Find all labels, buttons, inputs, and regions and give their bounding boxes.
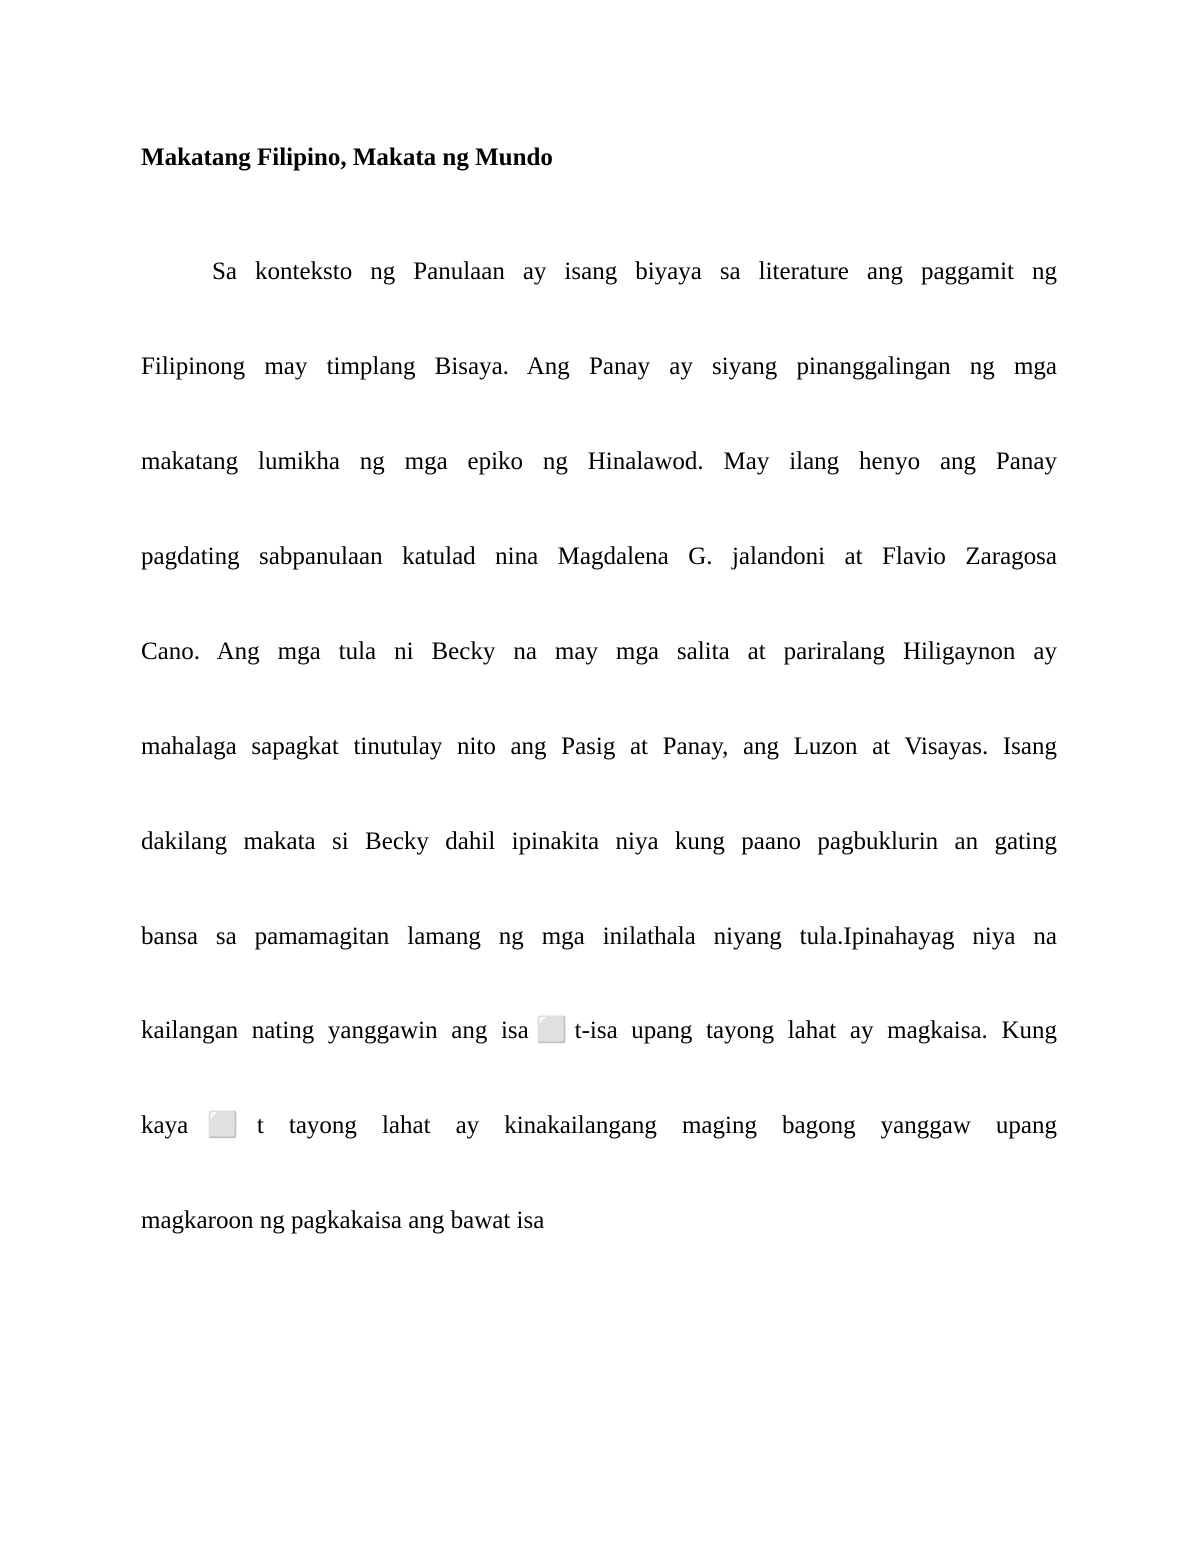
- paragraph-line: makatang lumikha ng mga epiko ng Hinalawod. May ilang henyo ang Panay: [141, 448, 1057, 475]
- paragraph-line: kailangan nating yanggawin ang isa⬜t-isa upang tayong lahat ay magkaisa. Kung: [141, 1017, 1057, 1044]
- paragraph-line: Sa konteksto ng Panulaan ay isang biyaya sa literature ang paggamit ng: [212, 258, 1057, 285]
- paragraph-line: dakilang makata si Becky dahil ipinakita niya kung paano pagbuklurin an gating: [141, 828, 1057, 855]
- paragraph-line: Cano. Ang mga tula ni Becky na may mga salita at pariralang Hiligaynon ay: [141, 638, 1057, 665]
- paragraph-line: bansa sa pamamagitan lamang ng mga inilathala niyang tula.Ipinahayag niya na: [141, 923, 1057, 950]
- document-title: Makatang Filipino, Makata ng Mundo: [141, 144, 553, 171]
- paragraph-line: Filipinong may timplang Bisaya. Ang Panay ay siyang pinanggalingan ng mga: [141, 353, 1057, 380]
- paragraph-line: magkaroon ng pagkakaisa ang bawat isa: [141, 1207, 545, 1234]
- paragraph-line: pagdating sabpanulaan katulad nina Magdalena G. jalandoni at Flavio Zaragosa: [141, 543, 1057, 570]
- paragraph-line: mahalaga sapagkat tinutulay nito ang Pasig at Panay, ang Luzon at Visayas. Isang: [141, 733, 1057, 760]
- paragraph-line: kaya⬜t tayong lahat ay kinakailangang maging bagong yanggaw upang: [141, 1112, 1057, 1139]
